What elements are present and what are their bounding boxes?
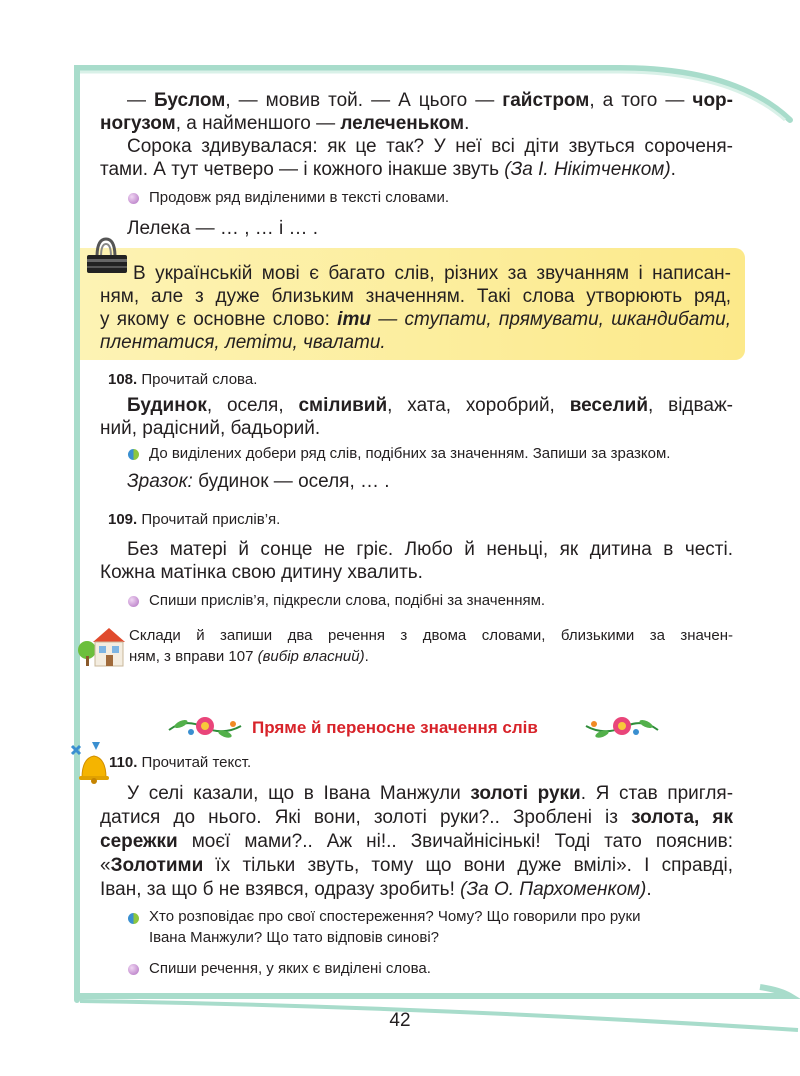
- top-passage-line-4: тами. А тут четверо — і кожного інакше звуть (За І. Нікітченком).: [100, 159, 676, 180]
- top-passage-line-3: Сорока здивувалася: як це так? У неї всі діти звуться сороченя-: [127, 136, 733, 157]
- flower-ornament-left-icon: [165, 712, 245, 742]
- top-passage-line-2: ногузом, а найменшого — лелеченьком.: [100, 113, 470, 134]
- exercise-108-sample: Зразок: будинок — оселя, … .: [127, 471, 390, 492]
- task-bullet-icon: [128, 913, 139, 924]
- home-task-line-1: Склади й запиши два речення з двома словами, близькими за значен-: [129, 627, 733, 644]
- rule-line-2: ням, але з дуже близьким значенням. Такі слова утворюють ряд,: [100, 286, 731, 307]
- exercise-110-task-1-line-1: Хто розповідає про свої спостереження? Чому? Що говорили про руки: [149, 908, 641, 925]
- house-icon: [77, 624, 125, 668]
- exercise-109-header: 109. Прочитай прислів’я.: [108, 511, 281, 528]
- top-passage-line-1: — Буслом, — мовив той. — А цього — гайстром, а того — чор-: [127, 90, 733, 111]
- task-bullet-icon: [128, 449, 139, 460]
- exercise-108-line-2: ний, радісний, бадьорий.: [100, 418, 321, 439]
- example-leleka: Лелека — … , … і … .: [127, 218, 319, 239]
- exercise-110-line-2: датися до нього. Які вони, золоті руки?.. Зроблені із золота, як: [100, 807, 733, 828]
- exercise-109-line-1: Без матері й сонце не гріє. Любо й неньці, як дитина в честі.: [127, 539, 733, 560]
- exercise-110-line-3: сережки моєї мами?.. Аж ні!.. Звичайнісінькі! Тоді тато пояснив:: [100, 831, 733, 852]
- task-continue: Продовж ряд виділеними в тексті словами.: [149, 189, 450, 206]
- binder-clip-icon: [84, 235, 130, 277]
- exercise-109-task: Спиши прислів’я, підкресли слова, подібні за значенням.: [149, 592, 546, 609]
- exercise-110-line-5: Іван, за що б не взявся, одразу зробить! (За О. Пархоменком).: [100, 879, 652, 900]
- exercise-108-header: 108. Прочитай слова.: [108, 371, 258, 388]
- exercise-110-task-1-line-2: Івана Манжули? Що тато відповів синові?: [149, 929, 440, 946]
- task-bullet-icon: [128, 596, 139, 607]
- page-number: 42: [389, 1010, 411, 1031]
- exercise-110-line-1: У селі казали, що в Івана Манжули золоті руки. Я став пригля-: [127, 783, 734, 804]
- task-bullet-icon: [128, 964, 139, 975]
- flower-ornament-right-icon: [582, 712, 662, 742]
- exercise-110-line-4: «Золотими їх тільки звуть, тому що вони дуже вмілі». І справді,: [100, 855, 733, 876]
- rule-line-1: В українській мові є багато слів, різних за звучанням і написан-: [133, 263, 731, 284]
- task-bullet-icon: [128, 193, 139, 204]
- bell-icon: [66, 740, 110, 784]
- section-title: Пряме й переносне значення слів: [252, 718, 538, 737]
- exercise-108-line-1: Будинок, оселя, сміливий, хата, хоробрий, веселий, відваж-: [127, 395, 734, 416]
- rule-line-4: плентатися, летіти, чвалати.: [100, 332, 386, 353]
- exercise-108-task: До виділених добери ряд слів, подібних за значенням. Запиши за зразком.: [149, 445, 671, 462]
- exercise-110-task-2: Спиши речення, у яких є виділені слова.: [149, 960, 431, 977]
- home-task-line-2: ням, з вправи 107 (вибір власний).: [129, 648, 369, 665]
- exercise-109-line-2: Кожна матінка свою дитину хвалить.: [100, 562, 423, 583]
- exercise-110-header: 110. Прочитай текст.: [109, 754, 252, 771]
- rule-line-3: у якому є основне слово: іти — ступати, прямувати, шкандибати,: [100, 309, 731, 330]
